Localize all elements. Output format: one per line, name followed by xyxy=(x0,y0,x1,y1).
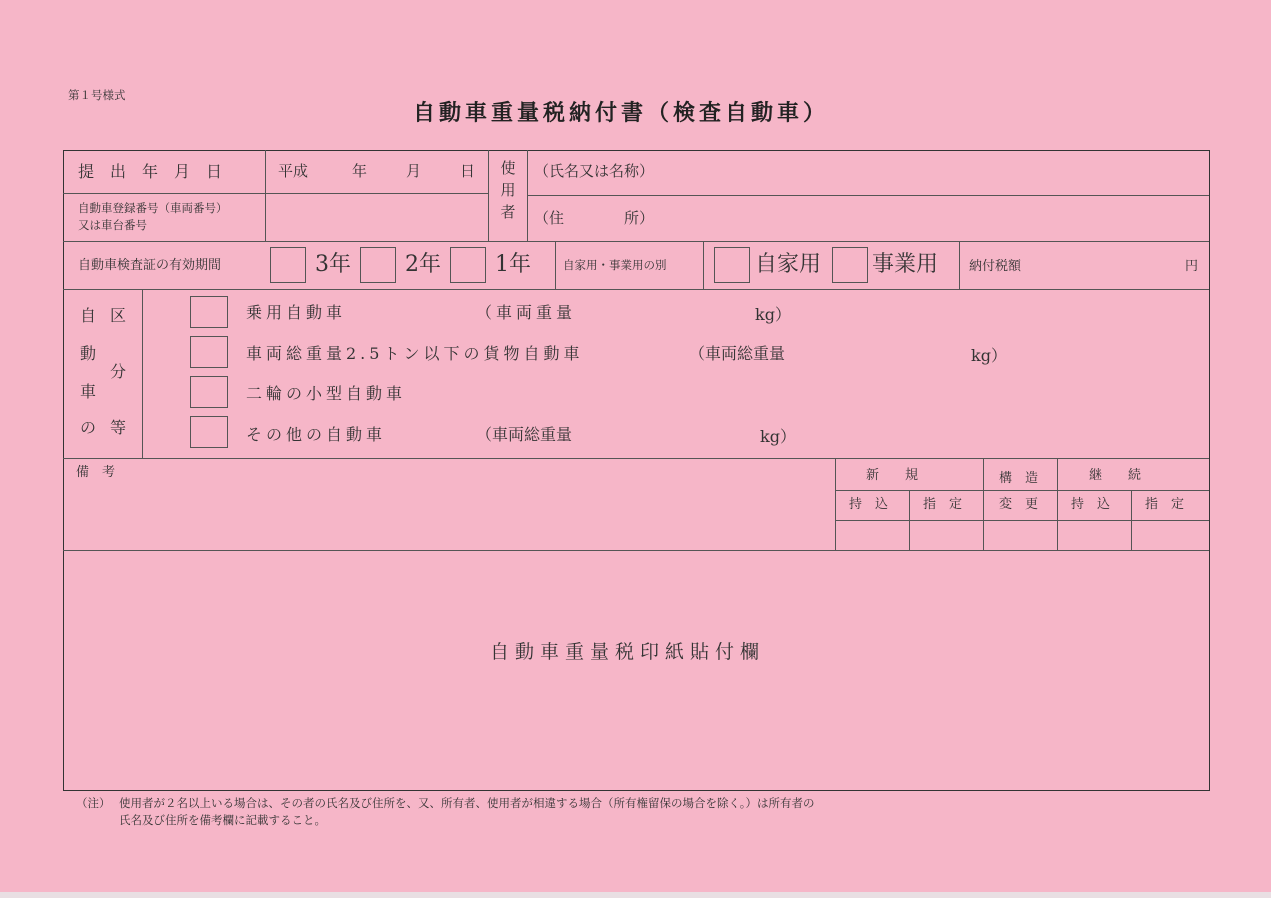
side-label-char: 車 xyxy=(80,382,97,401)
new-bring-in-cell[interactable] xyxy=(836,521,908,549)
remarks-field[interactable] xyxy=(64,482,834,548)
submit-date-label: 提 出 年 月 日 xyxy=(78,162,223,181)
side-label-char: 分 xyxy=(110,362,127,381)
new-bring-in-header: 持 込 xyxy=(849,497,889,512)
registration-label-line2: 又は車台番号 xyxy=(78,218,147,232)
registration-label-line1: 自動車登録番号（車両番号） xyxy=(78,201,228,215)
period-1yr-checkbox[interactable] xyxy=(450,247,486,283)
date-day-label: 日 xyxy=(460,162,476,180)
tax-unit: 円 xyxy=(1185,259,1199,274)
passenger-car-weight-label: （車両重量 xyxy=(476,303,577,322)
structure-change-header-line1: 構 造 xyxy=(999,471,1039,486)
continue-designated-header: 指 定 xyxy=(1145,497,1185,512)
note-line1: 使用者が２名以上いる場合は、その者の氏名及び住所を、又、所有者、使用者が相違する場合（所有権留保の場合を除く。）は所有者の xyxy=(119,796,815,810)
date-month-label: 月 xyxy=(406,162,422,180)
side-label-char: 自 xyxy=(80,306,97,325)
scan-edge xyxy=(0,892,1271,898)
period-3yr-checkbox[interactable] xyxy=(270,247,306,283)
continue-designated-cell[interactable] xyxy=(1132,521,1207,549)
freight-car-checkbox[interactable] xyxy=(190,336,228,368)
side-label-char: 等 xyxy=(110,418,127,437)
continuation-header: 継 続 xyxy=(1089,468,1142,483)
private-use-label: 自家用 xyxy=(755,252,822,277)
form-title: 自動車重量税納付書（検査自動車） xyxy=(413,101,830,126)
two-wheel-label: 二輪の小型自動車 xyxy=(246,384,407,403)
side-label-char: の xyxy=(80,418,97,437)
user-label: 使 用 者 xyxy=(500,159,516,221)
business-use-checkbox[interactable] xyxy=(832,247,868,283)
other-vehicle-label: その他の自動車 xyxy=(246,425,387,444)
passenger-car-label: 乗用自動車 xyxy=(246,303,347,322)
freight-car-weight-unit: kg） xyxy=(971,346,1007,365)
freight-car-weight-label: （車両総重量 xyxy=(689,344,786,363)
submit-date-field[interactable] xyxy=(266,151,487,193)
note-prefix: （注） xyxy=(76,796,111,810)
new-header: 新 規 xyxy=(866,468,919,483)
note-line2: 氏名及び住所を備考欄に記載すること。 xyxy=(119,813,326,827)
continue-bring-in-cell[interactable] xyxy=(1058,521,1130,549)
side-label-char: 動 xyxy=(80,344,97,363)
side-label-char: 区 xyxy=(110,306,127,325)
registration-number-field[interactable] xyxy=(266,195,487,240)
other-vehicle-weight-label: （車両総重量 xyxy=(476,425,573,444)
passenger-car-checkbox[interactable] xyxy=(190,296,228,328)
tax-amount-label: 納付税額 xyxy=(969,259,1022,274)
private-use-checkbox[interactable] xyxy=(714,247,750,283)
form-number: 第１号様式 xyxy=(68,88,126,102)
period-1yr-label: 1年 xyxy=(495,252,531,277)
structure-change-cell[interactable] xyxy=(984,521,1056,549)
validity-period-label: 自動車検査証の有効期間 xyxy=(78,258,222,273)
freight-car-label: 車両総重量2.5トン以下の貨物自動車 xyxy=(246,344,584,363)
tax-amount-field[interactable] xyxy=(1040,244,1180,286)
user-address-field[interactable] xyxy=(680,197,1207,240)
passenger-car-weight-unit: kg） xyxy=(755,305,791,324)
new-designated-header: 指 定 xyxy=(923,497,963,512)
period-2yr-label: 2年 xyxy=(405,252,441,277)
continue-bring-in-header: 持 込 xyxy=(1071,497,1111,512)
date-year-label: 年 xyxy=(352,162,368,180)
remarks-label: 備 考 xyxy=(76,465,116,480)
new-designated-cell[interactable] xyxy=(910,521,982,549)
structure-change-header-line2: 変 更 xyxy=(999,497,1039,512)
usage-type-label: 自家用・事業用の別 xyxy=(563,258,667,272)
stamp-area[interactable] xyxy=(64,551,1208,788)
stamp-area-label: 自動車重量税印紙貼付欄 xyxy=(490,641,766,663)
other-vehicle-weight-unit: kg） xyxy=(760,427,796,446)
date-era: 平成 xyxy=(278,162,309,180)
period-2yr-checkbox[interactable] xyxy=(360,247,396,283)
period-3yr-label: 3年 xyxy=(315,252,351,277)
two-wheel-checkbox[interactable] xyxy=(190,376,228,408)
user-address-label: （住 所） xyxy=(534,209,655,227)
user-name-label: （氏名又は名称） xyxy=(534,162,655,180)
user-name-field[interactable] xyxy=(680,152,1207,194)
other-vehicle-checkbox[interactable] xyxy=(190,416,228,448)
business-use-label: 事業用 xyxy=(872,252,939,277)
